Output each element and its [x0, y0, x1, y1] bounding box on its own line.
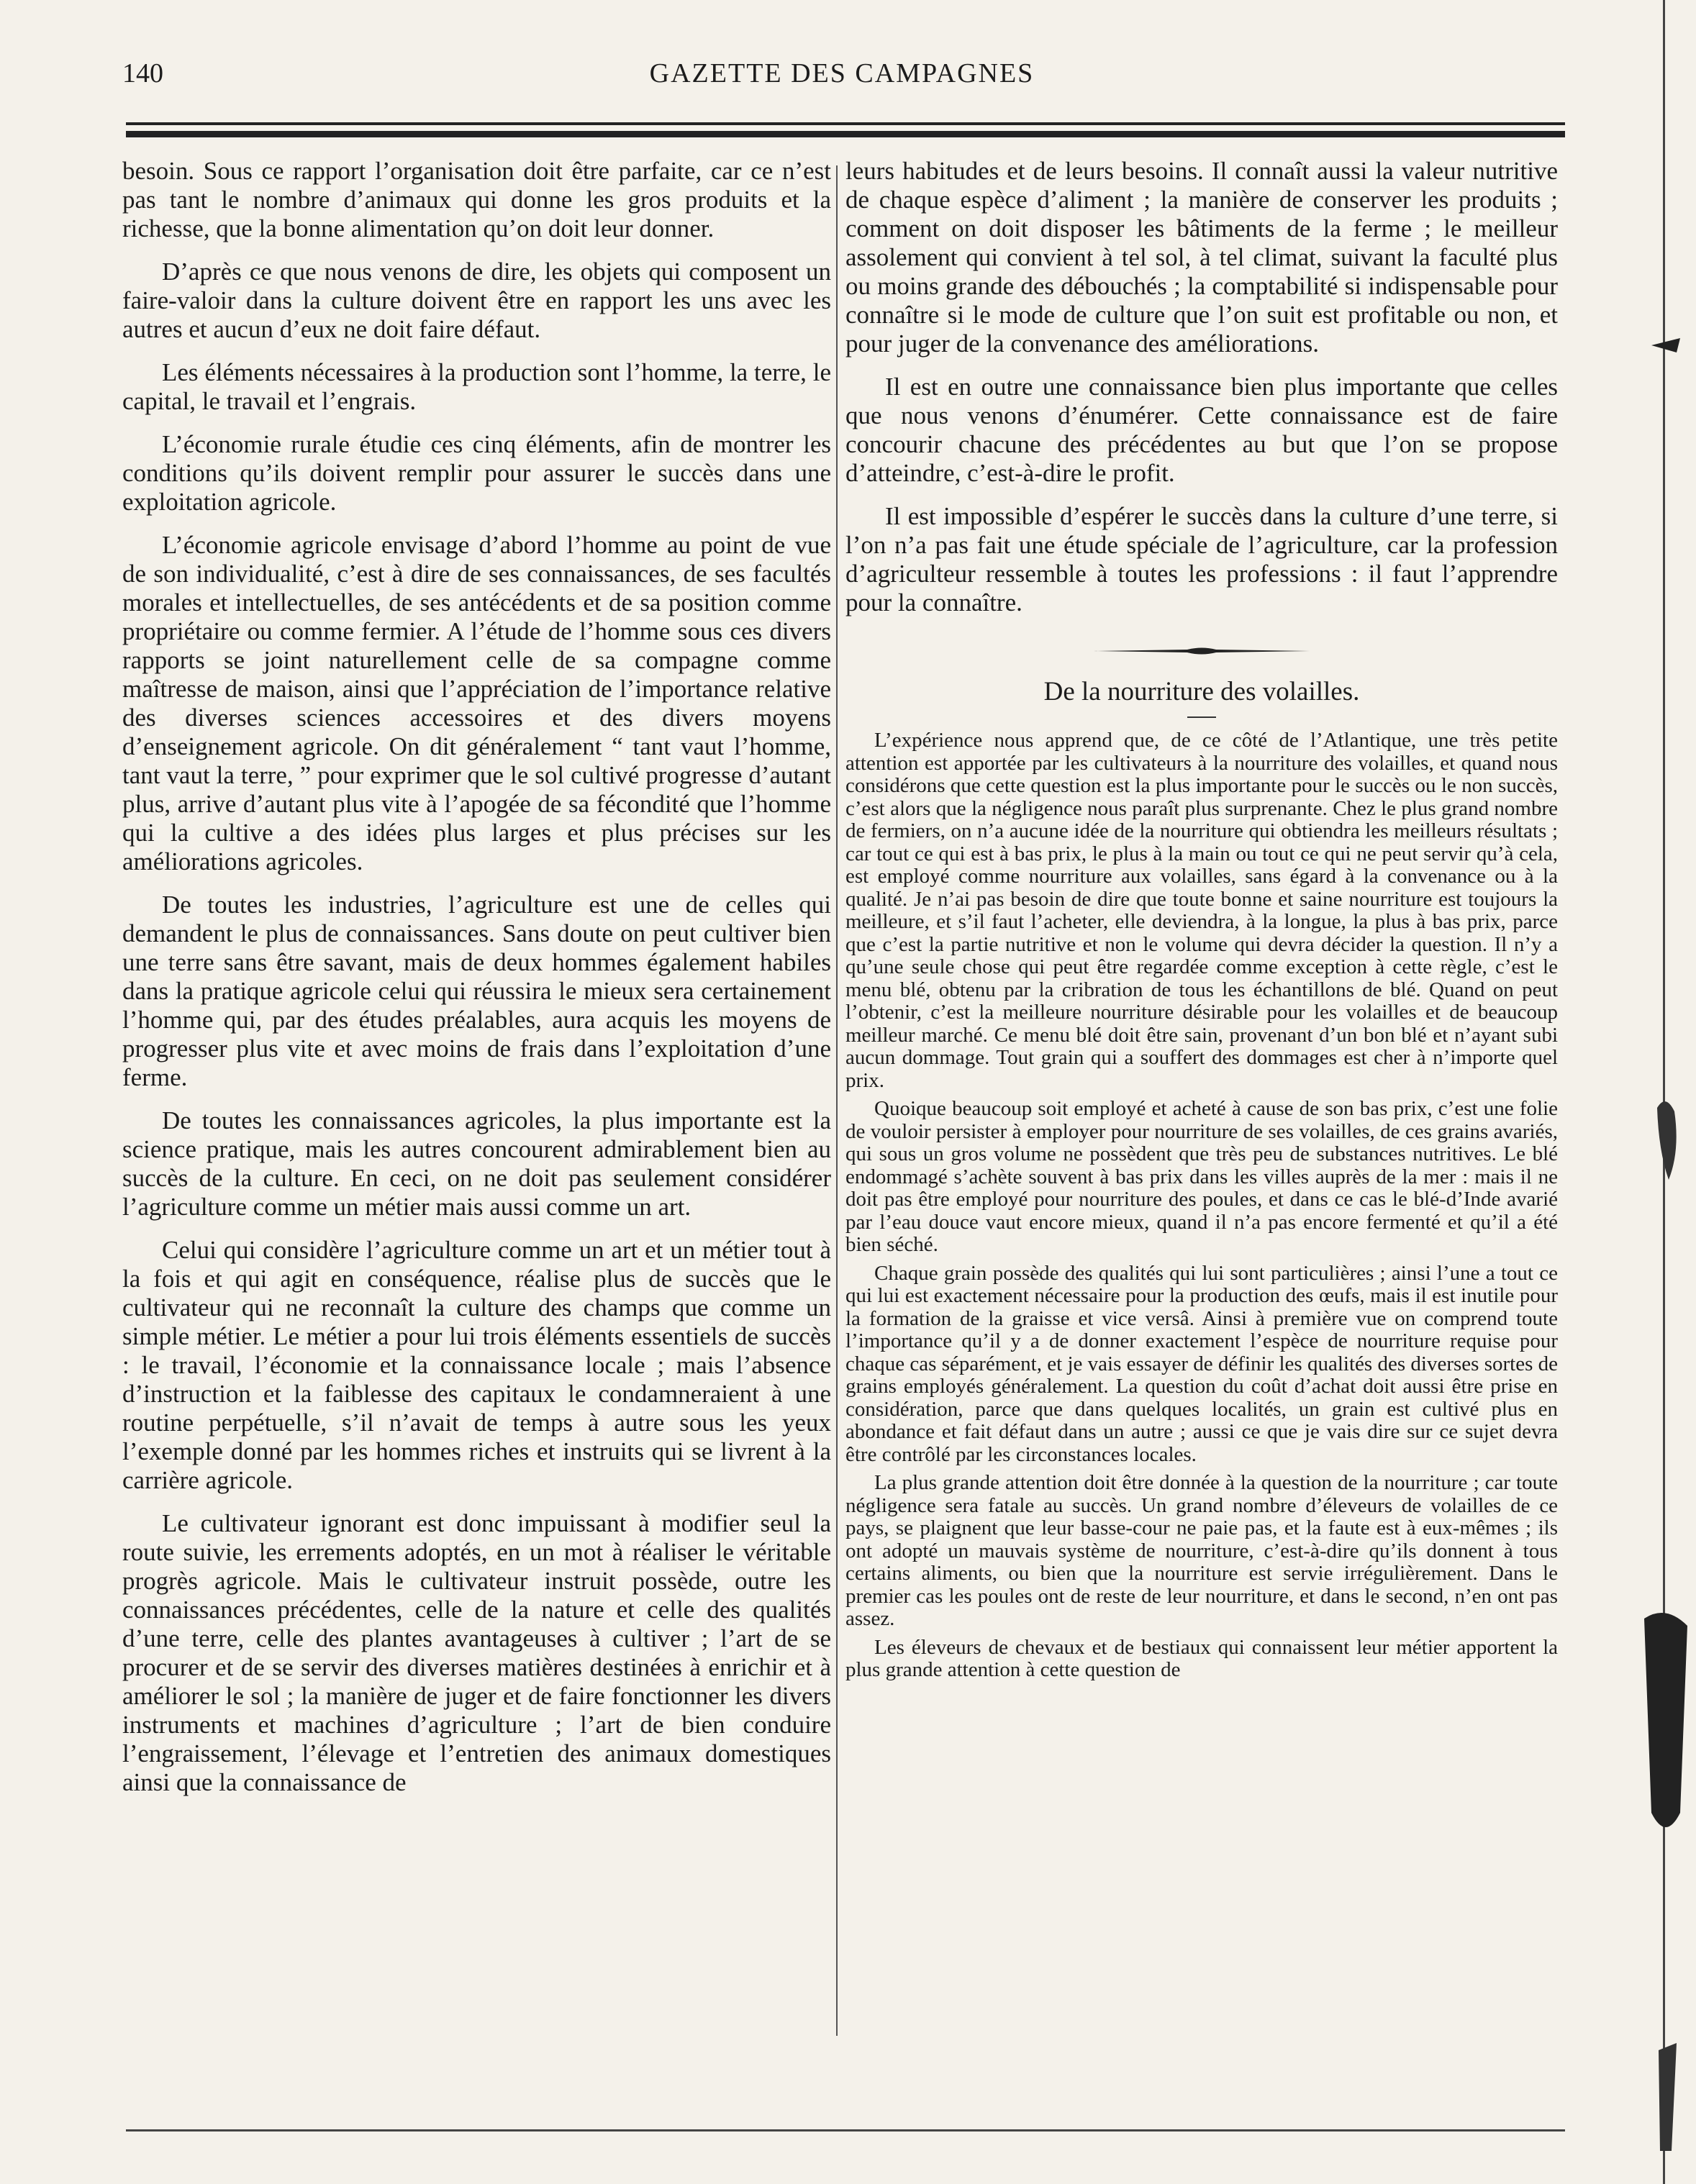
paragraph: Les éleveurs de chevaux et de bestiaux qui connaissent leur métier apportent la plus grande attention à cette question de [845, 1635, 1558, 1681]
page-number: 140 [122, 58, 163, 88]
paragraph: L’économie agricole envisage d’abord l’homme au point de vue de son individualité, c’est à dire de ses connaissances, de ses facultés morales et intellectuelles, de ses antécédents et de sa position comme propriétaire ou comme fermier. A l’étude de l’homme sous ces divers rapports se joint naturellement celle de sa compagne comme maîtresse de maison, ainsi que l’appréciation de l’importance relative des diverses sciences accessoires et des divers moyens d’enseignement agricole. On dit généralement “ tant vaut l’homme, tant vaut la terre, ” pour exprimer que le sol cultivé progresse d’autant plus, arrive d’autant plus vite à l’apogée de sa fécondité que l’homme qui la cultive a des idées plus larges et plus précises sur les améliorations agricoles. [122, 531, 831, 875]
torn-page-edge [1637, 0, 1696, 2184]
page-header [122, 58, 1561, 101]
left-column [122, 157, 831, 1811]
paragraph: Chaque grain possède des qualités qui lui sont particulières ; ainsi l’une a tout ce qui lui est exactement nécessaire pour la production des œufs, mais il est inutile pour la formation de la graisse et vice versâ. Ainsi à première vue on comprend toute l’importance qu’il y a de donner exactement l’espèce de nourriture requise pour chaque cas séparément, et je vais essayer de définir les qualités des diverses sortes de grains employés généralement. La question du coût d’achat doit aussi être prise en considération, parce que dans quelques localités, un grain est cultivé plus en abondance et fait défaut dans un autre ; aussi ce que je vais dire sur ce sujet devra être contrôlé par les circonstances locales. [845, 1261, 1558, 1466]
paragraph: Celui qui considère l’agriculture comme un art et un métier tout à la fois et qui agit en conséquence, réalise plus de succès que le cultivateur qui ne reconnaît la culture des champs que comme un simple métier. Le métier a pour lui trois éléments essentiels de succès : le travail, l’économie et la connaissance locale ; mais l’absence d’instruction et la faiblesse des capitaux le condamneraient à une routine perpétuelle, s’il n’avait de temps à autre sous les yeux l’exemple donné par les hommes riches et instruits qui se livrent à la carrière agricole. [122, 1236, 831, 1494]
title-rule [1187, 716, 1216, 718]
header-rule-thick [126, 131, 1565, 137]
running-title: GAZETTE DES CAMPAGNES [649, 58, 1035, 88]
paragraph: L’économie rurale étudie ces cinq éléments, afin de montrer les conditions qu’ils doivent remplir pour assurer le succès dans une exploitation agricole. [122, 430, 831, 516]
paragraph: leurs habitudes et de leurs besoins. Il connaît aussi la valeur nutritive de chaque espèce d’aliment ; la manière de conserver les produits ; comment on doit disposer les bâtiments de la ferme ; le meilleur assolement qui convient à tel sol, à tel climat, suivant la faculté plus ou moins grande des débouchés ; la comptabilité si indispensable pour connaître si le mode de culture que l’on suit est profitable ou non, et pour juger de la convenance des améliorations. [845, 157, 1558, 358]
paragraph: Il est en outre une connaissance bien plus importante que celles que nous venons d’énumérer. Cette connaissance est de faire concourir chacune des précédentes au but que l’on se propose d’atteindre, c’est-à-dire le profit. [845, 373, 1558, 487]
section-ornament [1094, 646, 1310, 656]
paragraph: Il est impossible d’espérer le succès dans la culture d’une terre, si l’on n’a pas fait une étude spéciale de l’agriculture, car la profession d’agriculteur ressemble à toutes les professions : il faut l’apprendre pour la connaître. [845, 502, 1558, 616]
right-column [845, 157, 1558, 1688]
paragraph: Les éléments nécessaires à la production sont l’homme, la terre, le capital, le travail et l’engrais. [122, 358, 831, 415]
article-body [845, 729, 1558, 1682]
paragraph: Quoique beaucoup soit employé et acheté à cause de son bas prix, c’est une folie de vouloir persister à employer pour nourriture de ses volailles, de ces grains avariés, qui sous un gros volume ne possèdent que très peu de substances nutritives. Le blé endommagé s’achète souvent à bas prix dans les villes auprès de la mer : mais il ne doit pas être employé pour nourriture des poules, et dans ce cas le blé-d’Inde avarié par l’eau douce vaut encore mieux, quand il n’a pas encore fermenté et qu’il a été bien séché. [845, 1097, 1558, 1256]
column-divider [836, 165, 838, 2036]
paragraph: besoin. Sous ce rapport l’organisation doit être parfaite, car ce n’est pas tant le nombre d’animaux qui donne les gros produits et la richesse, que la bonne alimentation qu’on doit leur donner. [122, 157, 831, 242]
paragraph: L’expérience nous apprend que, de ce côté de l’Atlantique, une très petite attention est apportée par les cultivateurs à la nourriture des volailles, et quand nous considérons que cette question est la plus importante pour le succès ou le non succès, c’est alors que la négligence nous paraît plus surprenante. Chez le plus grand nombre de fermiers, on n’a aucune idée de la nourriture qui obtiendra les meilleurs résultats ; car tout ce qui est à bas prix, le plus à la main ou tout ce qui ne peut servir qu’à cela, est employé comme nourriture aux volailles, sans égard à la convenance ou à la qualité. Je n’ai pas besoin de dire que toute bonne et saine nourriture est toujours la meilleure, et s’il faut l’acheter, elle deviendra, à la longue, la plus à bas prix, parce que c’est la partie nutritive et non le volume qui devra décider la question. Il n’y a qu’une seule chose qui peut être regardée comme exception à cette règle, c’est le menu blé, obtenu par la cribration de tous les échantillons de blé. Quand on peut l’obtenir, c’est la meilleure nourriture désirable pour les volailles et de beaucoup meilleur marché. Ce menu blé doit être sain, provenant d’un bon blé et n’ayant subi aucun dommage. Tout grain qui a souffert des dommages est cher à n’importe quel prix. [845, 729, 1558, 1092]
paragraph: La plus grande attention doit être donnée à la question de la nourriture ; car toute négligence sera fatale au succès. Un grand nombre d’éleveurs de volailles de ce pays, se plaignent que leur basse-cour ne paie pas, et la faute est à eux-mêmes ; ils ont adopté un mauvais système de nourriture, c’est-à-dire qu’ils donnent à tous certains aliments, ou bien que la nourriture est servie irrégulièrement. Dans le premier cas les poules ont de reste de leur nourriture, et dans le second, n’en ont pas assez. [845, 1471, 1558, 1630]
article-title: De la nourriture des volailles. [1043, 677, 1360, 706]
footer-rule [126, 2129, 1565, 2131]
header-rule-thin [126, 122, 1565, 125]
paragraph: De toutes les industries, l’agriculture est une de celles qui demandent le plus de connaissances. Sans doute on peut cultiver bien une terre sans être savant, mais de deux hommes également habiles dans la pratique agricole celui qui réussira le mieux sera certainement l’homme qui, par des études préalables, aura acquis les moyens de progresser plus vite et avec moins de frais dans l’exploitation d’une ferme. [122, 891, 831, 1091]
paragraph: De toutes les connaissances agricoles, la plus importante est la science pratique, mais les autres concourent admirablement bien au succès de la culture. En ceci, on ne doit pas seulement considérer l’agriculture comme un métier mais aussi comme un art. [122, 1106, 831, 1221]
paragraph: D’après ce que nous venons de dire, les objets qui composent un faire-valoir dans la culture doivent être en rapport les uns avec les autres et aucun d’eux ne doit faire défaut. [122, 258, 831, 343]
paragraph: Le cultivateur ignorant est donc impuissant à modifier seul la route suivie, les errements adoptés, en un mot à réaliser le véritable progrès agricole. Mais le cultivateur instruit possède, outre les connaissances précédentes, celle de la nature et celle des qualités d’une terre, celle des plantes avantageuses à cultiver ; l’art de se procurer et de se servir des diverses matières destinées à enrichir et à améliorer le sol ; la manière de juger et de faire fonctionner les divers instruments et machines d’agriculture ; l’art de bien conduire l’engraissement, l’élevage et l’entretien des animaux domestiques ainsi que la connaissance de [122, 1509, 831, 1796]
